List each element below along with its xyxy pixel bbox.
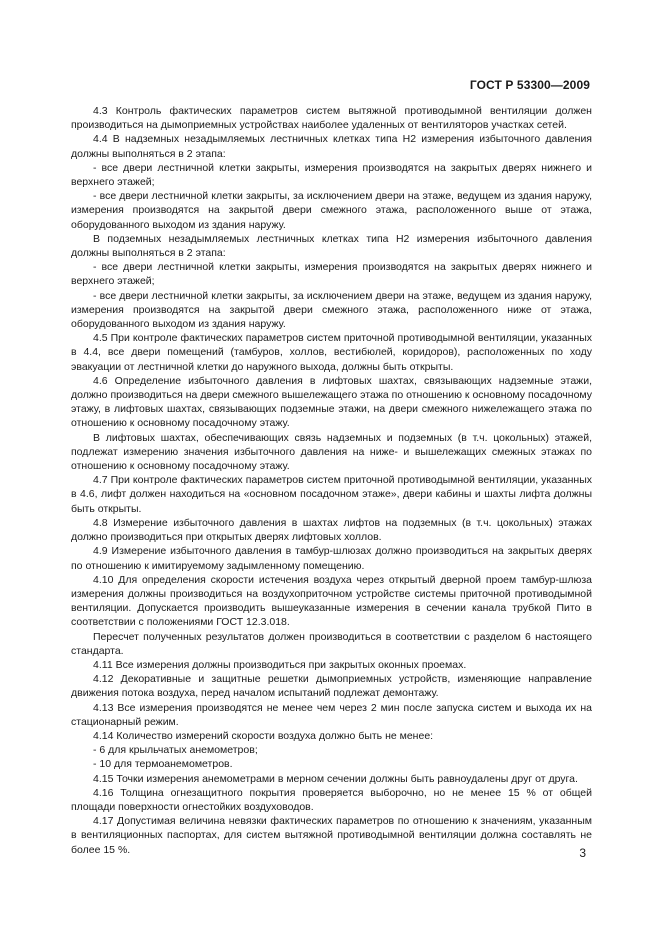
paragraph: В лифтовых шахтах, обеспечивающих связь надземных и подземных (в т.ч. цокольных) этажей, подлежат измерению значения избыточного давления на ниже- и вышележащих смежных этажах по отношению к основному посадочному этажу. (71, 431, 592, 473)
document-body (71, 104, 592, 857)
paragraph: 4.9 Измерение избыточного давления в тамбур-шлюзах должно производиться на закрытых дверях по отношению к имитируемому задымленному помещению. (71, 545, 592, 572)
paragraph: В подземных незадымляемых лестничных клетках типа Н2 измерения избыточного давления должны выполняться в 2 этапа: (71, 232, 592, 260)
paragraph: 4.8 Измерение избыточного давления в шахтах лифтов на подземных (в т.ч. цокольных) этажах должно производиться при открытых дверях лифтовых холлов. (71, 516, 592, 544)
paragraph: 4.16 Толщина огнезащитного покрытия проверяется выборочно, но не менее 15 % от общей площади поверхности огнестойких воздуховодов. (71, 786, 592, 813)
page-number: 3 (579, 846, 586, 860)
paragraph: 4.7 При контроле фактических параметров систем приточной противодымной вентиляции, указанных в 4.6, лифт должен находиться на «основном посадочном этаже», двери кабины и шахты лифта должны быть открыты. (71, 474, 592, 515)
paragraph: 4.11 Все измерения должны производиться при закрытых оконных проемах. (93, 658, 467, 671)
document-id: ГОСТ Р 53300—2009 (469, 78, 590, 92)
paragraph: 4.12 Декоративные и защитные решетки дымоприемных устройств, изменяющие направление движения потока воздуха, перед началом испытаний подлежат демонтажу. (71, 673, 592, 700)
paragraph: - все двери лестничной клетки закрыты, измерения производятся на закрытых дверях нижнего и верхнего этажей; (71, 161, 592, 189)
paragraph: - 6 для крыльчатых анемометров; (93, 744, 258, 757)
paragraph: 4.10 Для определения скорости истечения воздуха через открытый дверной проем тамбур-шлюза измерения должны производиться на воздухоприточном устройстве системы приточной противодымной вентиляции. Допускается производить вышеуказанные измерения в сечении канала трубкой Пито в соответствии с положениями ГОСТ 12.3.018. (71, 573, 592, 629)
paragraph: - все двери лестничной клетки закрыты, за исключением двери на этаже, ведущем из здания наружу, измерения производятся на закрытой двери смежного этажа, расположенного ниже от этажа, оборудованного выходом из здания наружу. (71, 289, 592, 331)
paragraph: 4.5 При контроле фактических параметров систем приточной противодымной вентиляции, указанных в 4.4, все двери помещений (тамбуров, холлов, вестибюлей, коридоров), расположенных по ходу эвакуации от лестничной клетки до наружного выхода, должны быть открыты. (71, 332, 592, 373)
paragraph: Пересчет полученных результатов должен производиться в соответствии с разделом 6 настоящего стандарта. (71, 630, 592, 657)
paragraph: 4.4 В надземных незадымляемых лестничных клетках типа Н2 измерения избыточного давления должны выполняться в 2 этапа: (71, 133, 592, 160)
paragraph: 4.17 Допустимая величина невязки фактических параметров по отношению к значениям, указанным в вентиляционных паспортах, для систем вытяжной противодымной вентиляции должна составлять не более 15 %. (71, 815, 592, 856)
paragraph: 4.3 Контроль фактических параметров систем вытяжной противодымной вентиляции должен производиться на дымоприемных устройствах наиболее удаленных от вентиляторов участках сетей. (71, 105, 592, 132)
paragraph: 4.14 Количество измерений скорости воздуха должно быть не менее: (93, 729, 434, 742)
paragraph: - 10 для термоанемометров. (93, 758, 233, 771)
paragraph: - все двери лестничной клетки закрыты, за исключением двери на этаже, ведущем из здания наружу, измерения производятся на закрытой двери смежного этажа, расположенного выше от этажа, оборудованного выходом из здания наружу. (71, 190, 592, 231)
paragraph: 4.6 Определение избыточного давления в лифтовых шахтах, связывающих надземные этажи, должно производиться на двери смежного вышележащего этажа по отношению к основному посадочному этажу, в лифтовых шахтах, связывающих подземные этажи, на двери смежного нижележащего этажа по отношению к основному посадочному этажу. (71, 374, 592, 430)
paragraph: 4.15 Точки измерения анемометрами в мерном сечении должны быть равноудалены друг от друга. (93, 772, 578, 785)
paragraph: 4.13 Все измерения производятся не менее чем через 2 мин после запуска систем и выхода их на стационарный режим. (71, 701, 592, 728)
paragraph: - все двери лестничной клетки закрыты, измерения производятся на закрытых дверях нижнего и верхнего этажей; (71, 261, 592, 288)
